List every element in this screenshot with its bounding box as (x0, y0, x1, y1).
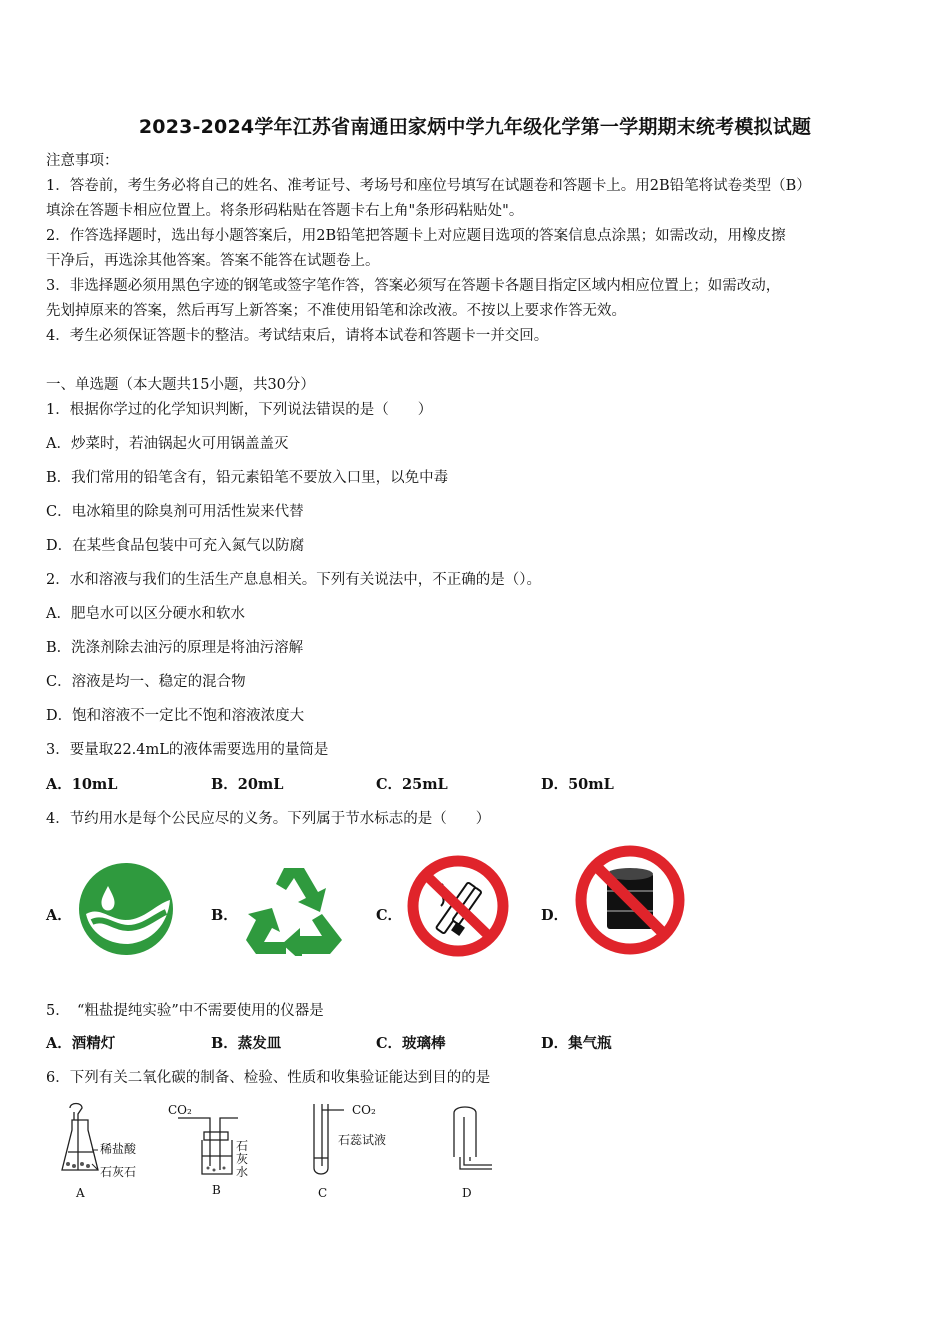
q6-stem: 6．下列有关二氧化碳的制备、检验、性质和收集验证能达到目的的是 (46, 1070, 491, 1086)
q2-stem: 2．水和溶液与我们的生活生产息息相关。下列有关说法中，不正确的是（）。 (46, 572, 541, 588)
water-saving-icon (78, 862, 174, 956)
no-oil-drum-icon (573, 843, 687, 957)
q2-option-a: A．肥皂水可以区分硬水和软水 (46, 606, 245, 622)
q5-option-b: B．蒸发皿 (211, 1035, 282, 1052)
apparatus-d-bottle-diagram (446, 1103, 498, 1179)
apparatus-b-limewater-label: 石灰水 (236, 1139, 249, 1179)
q4-stem: 4．节约用水是每个公民应尽的义务。下列属于节水标志的是（ ） (46, 811, 491, 827)
notes-heading: 注意事项： (46, 153, 119, 169)
q2-option-d: D．饱和溶液不一定比不饱和溶液浓度大 (46, 708, 305, 724)
notes-line: 2．作答选择题时，选出每小题答案后，用2B铅笔把答题卡上对应题目选项的答案信息点涂黑；如需改动，用橡皮擦 (46, 228, 786, 244)
q2-option-b: B．洗涤剂除去油污的原理是将油污溶解 (46, 640, 304, 656)
apparatus-b-bottle-diagram (176, 1112, 240, 1178)
notes-line: 4．考生必须保证答题卡的整洁。考试结束后，请将本试卷和答题卡一并交回。 (46, 328, 549, 344)
q4-option-b-label: B． (211, 907, 238, 924)
q3-stem: 3．要量取22.4mL的液体需要选用的量筒是 (46, 742, 329, 758)
apparatus-c-caption: C (318, 1186, 328, 1200)
apparatus-b-caption: B (212, 1183, 221, 1197)
apparatus-a-caption: A (76, 1186, 85, 1200)
apparatus-c-gas-label: CO₂ (352, 1103, 376, 1117)
no-smoking-icon (405, 854, 511, 958)
section-heading: 一、单选题（本大题共15小题，共30分） (46, 377, 315, 393)
q1-option-d: D．在某些食品包装中可充入氮气以防腐 (46, 538, 305, 554)
notes-line: 先划掉原来的答案，然后再写上新答案；不准使用铅笔和涂改液。不按以上要求作答无效。 (46, 303, 626, 319)
notes-line: 填涂在答题卡相应位置上。将条形码粘贴在答题卡右上角"条形码粘贴处"。 (46, 203, 524, 219)
q1-option-b: B．我们常用的铅笔含有，铅元素铅笔不要放入口里，以免中毒 (46, 470, 449, 486)
apparatus-c-litmus-label: 石蕊试液 (338, 1133, 387, 1147)
q4-option-c-label: C． (376, 907, 403, 924)
apparatus-d-caption: D (462, 1186, 472, 1200)
q4-option-d-label: D． (541, 907, 569, 924)
q3-option-d: D．50mL (541, 776, 614, 793)
q4-option-a-label: A． (46, 907, 72, 924)
q1-stem: 1．根据你学过的化学知识判断，下列说法错误的是（ ） (46, 402, 433, 418)
apparatus-a-acid-label: 稀盐酸 (100, 1142, 137, 1156)
notes-line: 干净后，再选涂其他答案。答案不能答在试题卷上。 (46, 253, 380, 269)
exam-title: 2023-2024学年江苏省南通田家炳中学九年级化学第一学期期末统考模拟试题 (138, 116, 812, 138)
q5-option-a: A．酒精灯 (46, 1035, 116, 1052)
q3-option-a: A．10mL (46, 776, 118, 793)
notes-line: 1．答卷前，考生务必将自己的姓名、准考证号、考场号和座位号填写在试题卷和答题卡上。用2B铅笔将试卷类型（B） (46, 178, 811, 194)
q2-option-c: C．溶液是均一、稳定的混合物 (46, 674, 246, 690)
apparatus-a-limestone-label: 石灰石 (100, 1165, 137, 1179)
q1-option-c: C．电冰箱里的除臭剂可用活性炭来代替 (46, 504, 304, 520)
recycle-icon (242, 862, 346, 956)
q3-option-b: B．20mL (211, 776, 284, 793)
notes-line: 3．非选择题必须用黑色字迹的钢笔或签字笔作答，答案必须写在答题卡各题目指定区域内相应位置上；如需改动， (46, 278, 781, 294)
q3-option-c: C．25mL (376, 776, 448, 793)
apparatus-b-gas-label: CO₂ (168, 1103, 192, 1117)
q1-option-a: A．炒菜时，若油锅起火可用锅盖盖灭 (46, 436, 289, 452)
q5-option-c: C．玻璃棒 (376, 1035, 446, 1052)
q5-option-d: D．集气瓶 (541, 1035, 612, 1052)
q5-stem: 5． “粗盐提纯实验”中不需要使用的仪器是 (46, 1003, 324, 1019)
